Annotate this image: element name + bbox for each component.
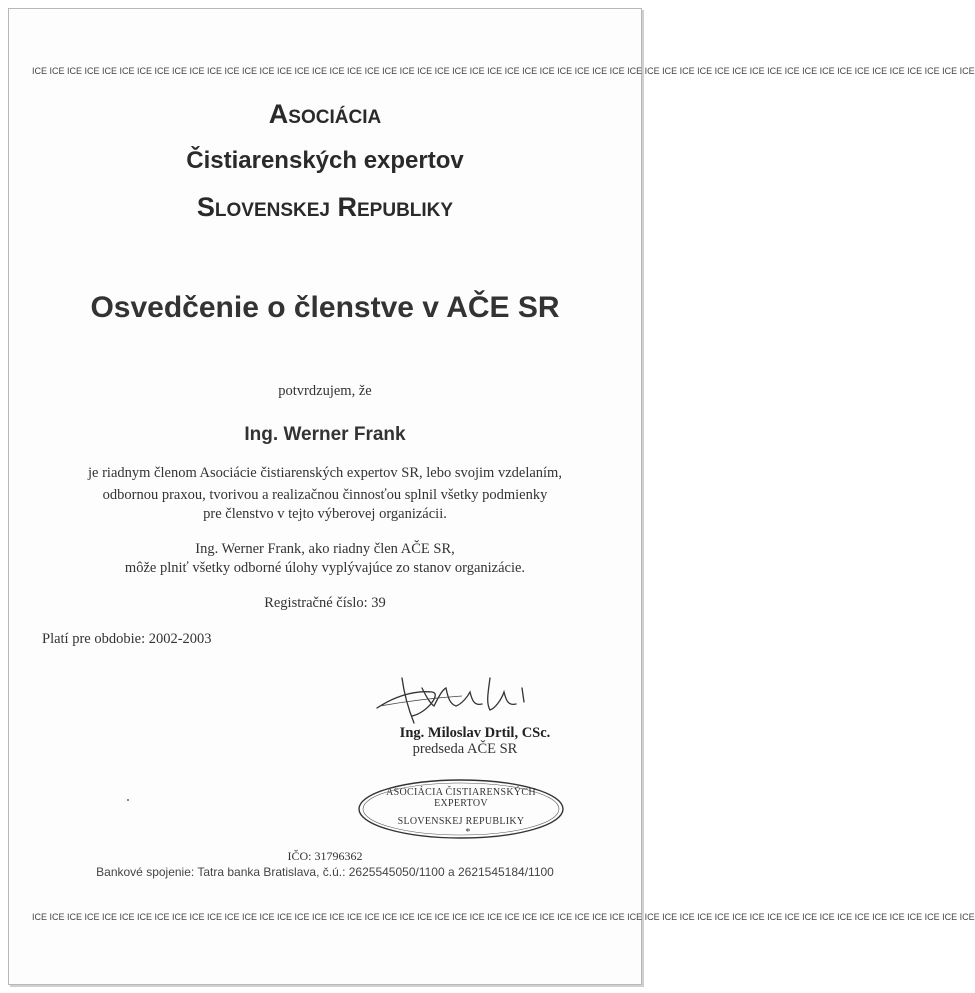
header-line-2: Čistiarenských expertov <box>186 147 464 174</box>
certificate-title: Osvedčenie o členstve v AČE SR <box>90 291 560 324</box>
body-paragraph-1: je riadnym členom Asociácie čistiarenských expertov SR, lebo svojim vzdelaním, <box>88 465 562 481</box>
company-id: IČO: 31796362 <box>287 849 363 863</box>
body-paragraph-4: Ing. Werner Frank, ako riadny člen AČE SR, <box>195 541 455 557</box>
member-name: Ing. Werner Frank <box>244 424 406 445</box>
signer-role: predseda AČE SR <box>412 741 518 757</box>
decorative-border-bottom: ICE ICE ICE ICE ICE ICE ICE ICE ICE ICE ICE ICE ICE ICE ICE ICE ICE ICE ICE ICE ICE ICE ICE ICE ICE ICE ICE ICE ICE ICE ICE ICE ICE ICE ICE ICE ICE ICE ICE ICE ICE ICE ICE ICE ICE ICE ICE ICE ICE ICE ICE ICE ICE ICE <box>32 912 975 922</box>
header-line-3: Slovenskej Republiky <box>196 192 454 222</box>
registration-number: Registračné číslo: 39 <box>264 595 386 611</box>
stamp-line-1: ASOCIÁCIA ČISTIARENSKÝCH <box>386 787 536 798</box>
stamp-line-2: EXPERTOV <box>434 798 488 809</box>
official-stamp <box>356 777 566 841</box>
speck <box>127 799 129 801</box>
body-paragraph-2: odbornou praxou, tvorivou a realizačnou činnosťou splnil všetky podmienky <box>102 487 548 503</box>
bank-details: Bankové spojenie: Tatra banka Bratislava, č.ú.: 2625545050/1100 a 2621545184/1100 <box>96 865 554 879</box>
stamp-line-3: SLOVENSKEJ REPUBLIKY <box>397 816 525 827</box>
confirm-text: potvrdzujem, že <box>278 383 372 399</box>
body-paragraph-5: môže plniť všetky odborné úlohy vyplývajúce zo stanov organizácie. <box>124 560 526 576</box>
decorative-border-top: ICE ICE ICE ICE ICE ICE ICE ICE ICE ICE ICE ICE ICE ICE ICE ICE ICE ICE ICE ICE ICE ICE ICE ICE ICE ICE ICE ICE ICE ICE ICE ICE ICE ICE ICE ICE ICE ICE ICE ICE ICE ICE ICE ICE ICE ICE ICE ICE ICE ICE ICE ICE ICE ICE <box>32 66 975 76</box>
stamp-mark: * <box>465 827 471 838</box>
signer-name: Ing. Miloslav Drtil, CSc. <box>399 725 551 741</box>
handwritten-signature <box>372 668 542 728</box>
validity-period: Platí pre obdobie: 2002-2003 <box>42 631 212 647</box>
body-paragraph-3: pre členstvo v tejto výberovej organizácii. <box>203 506 447 522</box>
header-line-1: Asociácia <box>268 99 382 129</box>
